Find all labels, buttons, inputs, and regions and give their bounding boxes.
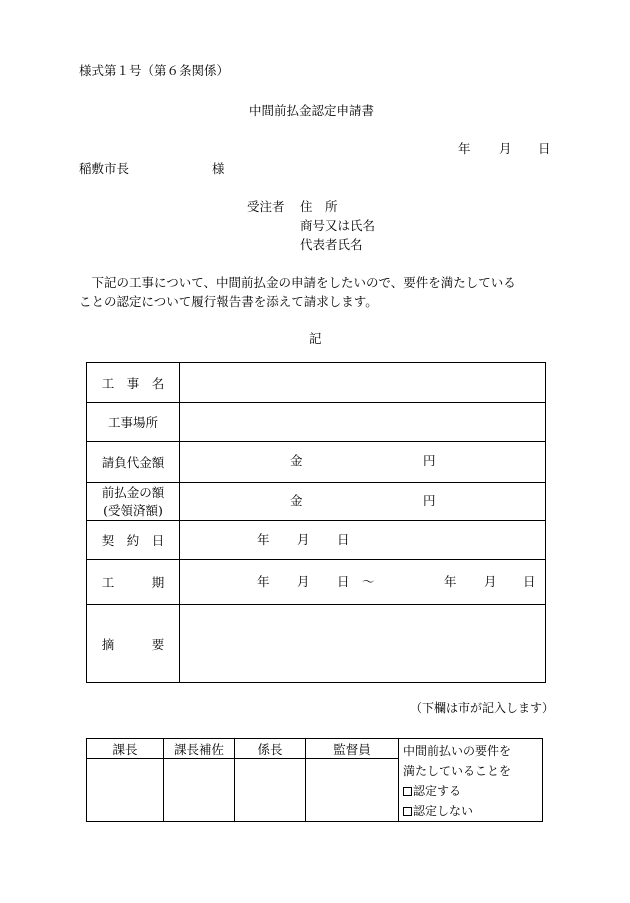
ki-heading: 記 — [309, 331, 322, 346]
advance-label-line1: 前払金の額 — [101, 484, 165, 500]
header-subsection-chief: 係長 — [235, 739, 306, 759]
start-month-label: 月 — [297, 574, 310, 589]
yen-prefix: 金 — [290, 453, 303, 468]
stamp-cell-assistant-chief[interactable] — [164, 759, 235, 822]
yen-prefix: 金 — [290, 493, 303, 508]
checkbox-icon[interactable] — [403, 807, 412, 816]
form-number: 様式第１号（第６条関係） — [79, 63, 230, 78]
stamp-cell-supervisor[interactable] — [306, 759, 399, 822]
yen-suffix: 円 — [423, 453, 436, 468]
header-supervisor: 監督員 — [306, 739, 399, 759]
applicant-label: 受注者 — [247, 199, 285, 214]
body-text-line2: ことの認定について履行報告書を添えて請求します。 — [79, 294, 378, 309]
year-label: 年 — [257, 532, 270, 547]
advance-payment-label — [87, 483, 180, 521]
date-month-label: 月 — [499, 141, 512, 156]
end-day-label: 日 — [523, 574, 536, 589]
work-location-field[interactable] — [180, 403, 546, 442]
period-field[interactable] — [180, 560, 546, 605]
applicant-address-label: 住 所 — [300, 199, 338, 214]
remarks-label: 摘 要 — [87, 605, 180, 683]
reject-label: 認定しない — [413, 804, 474, 818]
document-title: 中間前払金認定申請書 — [249, 103, 375, 118]
side-line2: 満たしていることを — [403, 764, 512, 778]
main-table — [86, 362, 546, 683]
stamp-cell-subsection-chief[interactable] — [235, 759, 306, 822]
body-text-line1: 下記の工事について、中間前払金の申請をしたいので、要件を満たしている — [79, 275, 516, 290]
city-use-note: （下欄は市が記入します） — [410, 701, 555, 715]
work-location-label: 工事場所 — [87, 403, 180, 442]
start-year-label: 年 — [257, 574, 270, 589]
contract-date-field[interactable] — [180, 521, 546, 560]
work-name-label: 工 事 名 — [87, 363, 180, 403]
date-year-label: 年 — [458, 141, 471, 156]
advance-label-line2: (受領済額) — [103, 502, 163, 518]
honorific: 様 — [212, 161, 225, 176]
contract-amount-label: 請負代金額 — [87, 442, 180, 483]
advance-payment-field[interactable] — [180, 483, 546, 521]
contract-date-label: 契 約 日 — [87, 521, 180, 560]
date-day-label: 日 — [538, 141, 551, 156]
addressee: 稲敷市長 — [79, 161, 130, 176]
stamp-cell-section-chief[interactable] — [87, 759, 164, 822]
approval-side-box — [399, 739, 543, 822]
month-label: 月 — [297, 532, 310, 547]
contract-amount-field[interactable] — [180, 442, 546, 483]
end-month-label: 月 — [484, 574, 497, 589]
side-line1: 中間前払いの要件を — [403, 744, 512, 758]
reject-option[interactable] — [403, 801, 542, 821]
approve-label: 認定する — [413, 784, 462, 798]
end-year-label: 年 — [444, 574, 457, 589]
work-name-field[interactable] — [180, 363, 546, 403]
day-label: 日 — [337, 532, 350, 547]
remarks-field[interactable] — [180, 605, 546, 683]
checkbox-icon[interactable] — [403, 787, 412, 796]
start-day-label: 日 — [337, 574, 350, 589]
period-label: 工 期 — [87, 560, 180, 605]
approve-option[interactable] — [403, 781, 542, 801]
approval-table — [86, 738, 543, 822]
yen-suffix: 円 — [423, 493, 436, 508]
applicant-company-label: 商号又は氏名 — [300, 218, 376, 233]
tilde: ～ — [362, 574, 375, 589]
applicant-representative-label: 代表者氏名 — [300, 237, 363, 252]
header-assistant-chief: 課長補佐 — [164, 739, 235, 759]
header-section-chief: 課長 — [87, 739, 164, 759]
